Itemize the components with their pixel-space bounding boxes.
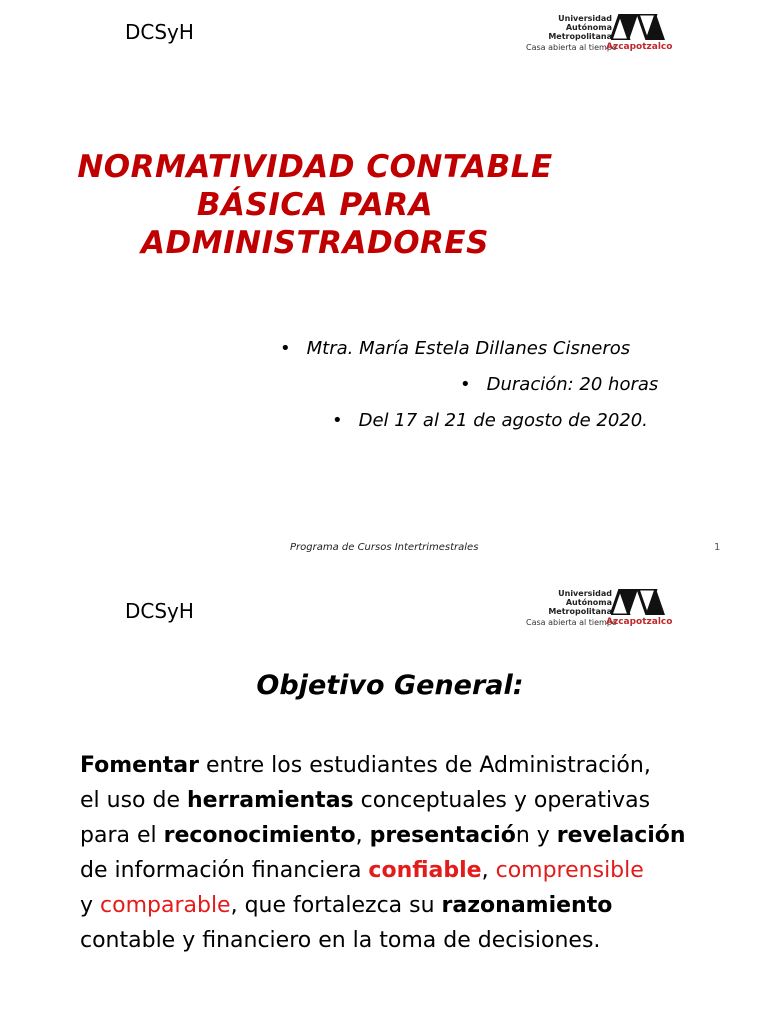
uam-logo-icon bbox=[611, 589, 665, 615]
paragraph-line bbox=[80, 888, 710, 923]
text-run: n y bbox=[515, 823, 557, 848]
objective-heading: Objetivo General: bbox=[256, 670, 524, 701]
text-run: entre los estudiantes de Administración, bbox=[198, 753, 651, 778]
logo-campus: Azcapotzalco bbox=[606, 617, 673, 627]
uam-logo-icon bbox=[611, 14, 665, 40]
slide-2 bbox=[0, 578, 768, 1024]
bullet-item-dates bbox=[332, 410, 648, 431]
university-name-line: Universidad bbox=[558, 589, 612, 598]
bullet-icon: • bbox=[460, 374, 471, 395]
university-name-line: Metropolitana bbox=[548, 607, 612, 616]
university-name bbox=[548, 14, 612, 41]
page-number: 1 bbox=[714, 542, 721, 553]
logo-tagline: Casa abierta al tiempo bbox=[526, 43, 617, 52]
text-run: de información financiera bbox=[80, 858, 369, 883]
objective-paragraph bbox=[80, 748, 710, 958]
logo-tagline: Casa abierta al tiempo bbox=[526, 618, 617, 627]
text-run: , bbox=[481, 858, 496, 883]
bullet-text: Mtra. María Estela Dillanes Cisneros bbox=[306, 338, 631, 359]
bullet-item-instructor bbox=[280, 338, 630, 359]
bullet-text: Duración: 20 horas bbox=[486, 374, 659, 395]
paragraph-line bbox=[80, 783, 710, 818]
department-label: DCSyH bbox=[125, 599, 194, 623]
emphasis-text: herramientas bbox=[187, 788, 354, 813]
bullet-item-duration bbox=[460, 374, 658, 395]
paragraph-line bbox=[80, 923, 710, 958]
highlight-text: confiable bbox=[368, 858, 482, 883]
paragraph-line bbox=[80, 853, 710, 888]
slide-title bbox=[40, 148, 590, 262]
text-run: contable y financiero en la toma de decisiones. bbox=[80, 928, 601, 953]
text-run: , bbox=[355, 823, 370, 848]
university-name-line: Autónoma bbox=[565, 598, 612, 607]
text-run: para el bbox=[80, 823, 164, 848]
uam-logo bbox=[524, 589, 674, 633]
highlight-text: comprensible bbox=[495, 858, 644, 883]
text-run: el uso de bbox=[80, 788, 187, 813]
slide-footer: Programa de Cursos Intertrimestrales bbox=[290, 542, 479, 553]
emphasis-text: reconocimiento bbox=[163, 823, 356, 848]
department-label: DCSyH bbox=[125, 20, 194, 44]
uam-logo bbox=[524, 14, 674, 58]
emphasis-text: Fomentar bbox=[80, 753, 199, 778]
bullet-icon: • bbox=[280, 338, 291, 359]
highlight-text: comparable bbox=[100, 893, 231, 918]
university-name-line: Autónoma bbox=[565, 23, 612, 32]
university-name bbox=[548, 589, 612, 616]
emphasis-text: razonamiento bbox=[441, 893, 613, 918]
emphasis-text: revelación bbox=[556, 823, 686, 848]
emphasis-text: presentació bbox=[369, 823, 516, 848]
bullet-text: Del 17 al 21 de agosto de 2020. bbox=[358, 410, 648, 431]
text-run: , que fortalezca su bbox=[230, 893, 442, 918]
text-run: y bbox=[80, 893, 101, 918]
paragraph-line bbox=[80, 748, 710, 783]
university-name-line: Metropolitana bbox=[548, 32, 612, 41]
paragraph-line bbox=[80, 818, 710, 853]
logo-campus: Azcapotzalco bbox=[606, 42, 673, 52]
university-name-line: Universidad bbox=[558, 14, 612, 23]
title-line: BÁSICA PARA bbox=[196, 187, 434, 223]
text-run: conceptuales y operativas bbox=[353, 788, 651, 813]
title-line: NORMATIVIDAD CONTABLE bbox=[77, 149, 553, 185]
bullet-icon: • bbox=[332, 410, 343, 431]
title-line: ADMINISTRADORES bbox=[141, 225, 489, 261]
